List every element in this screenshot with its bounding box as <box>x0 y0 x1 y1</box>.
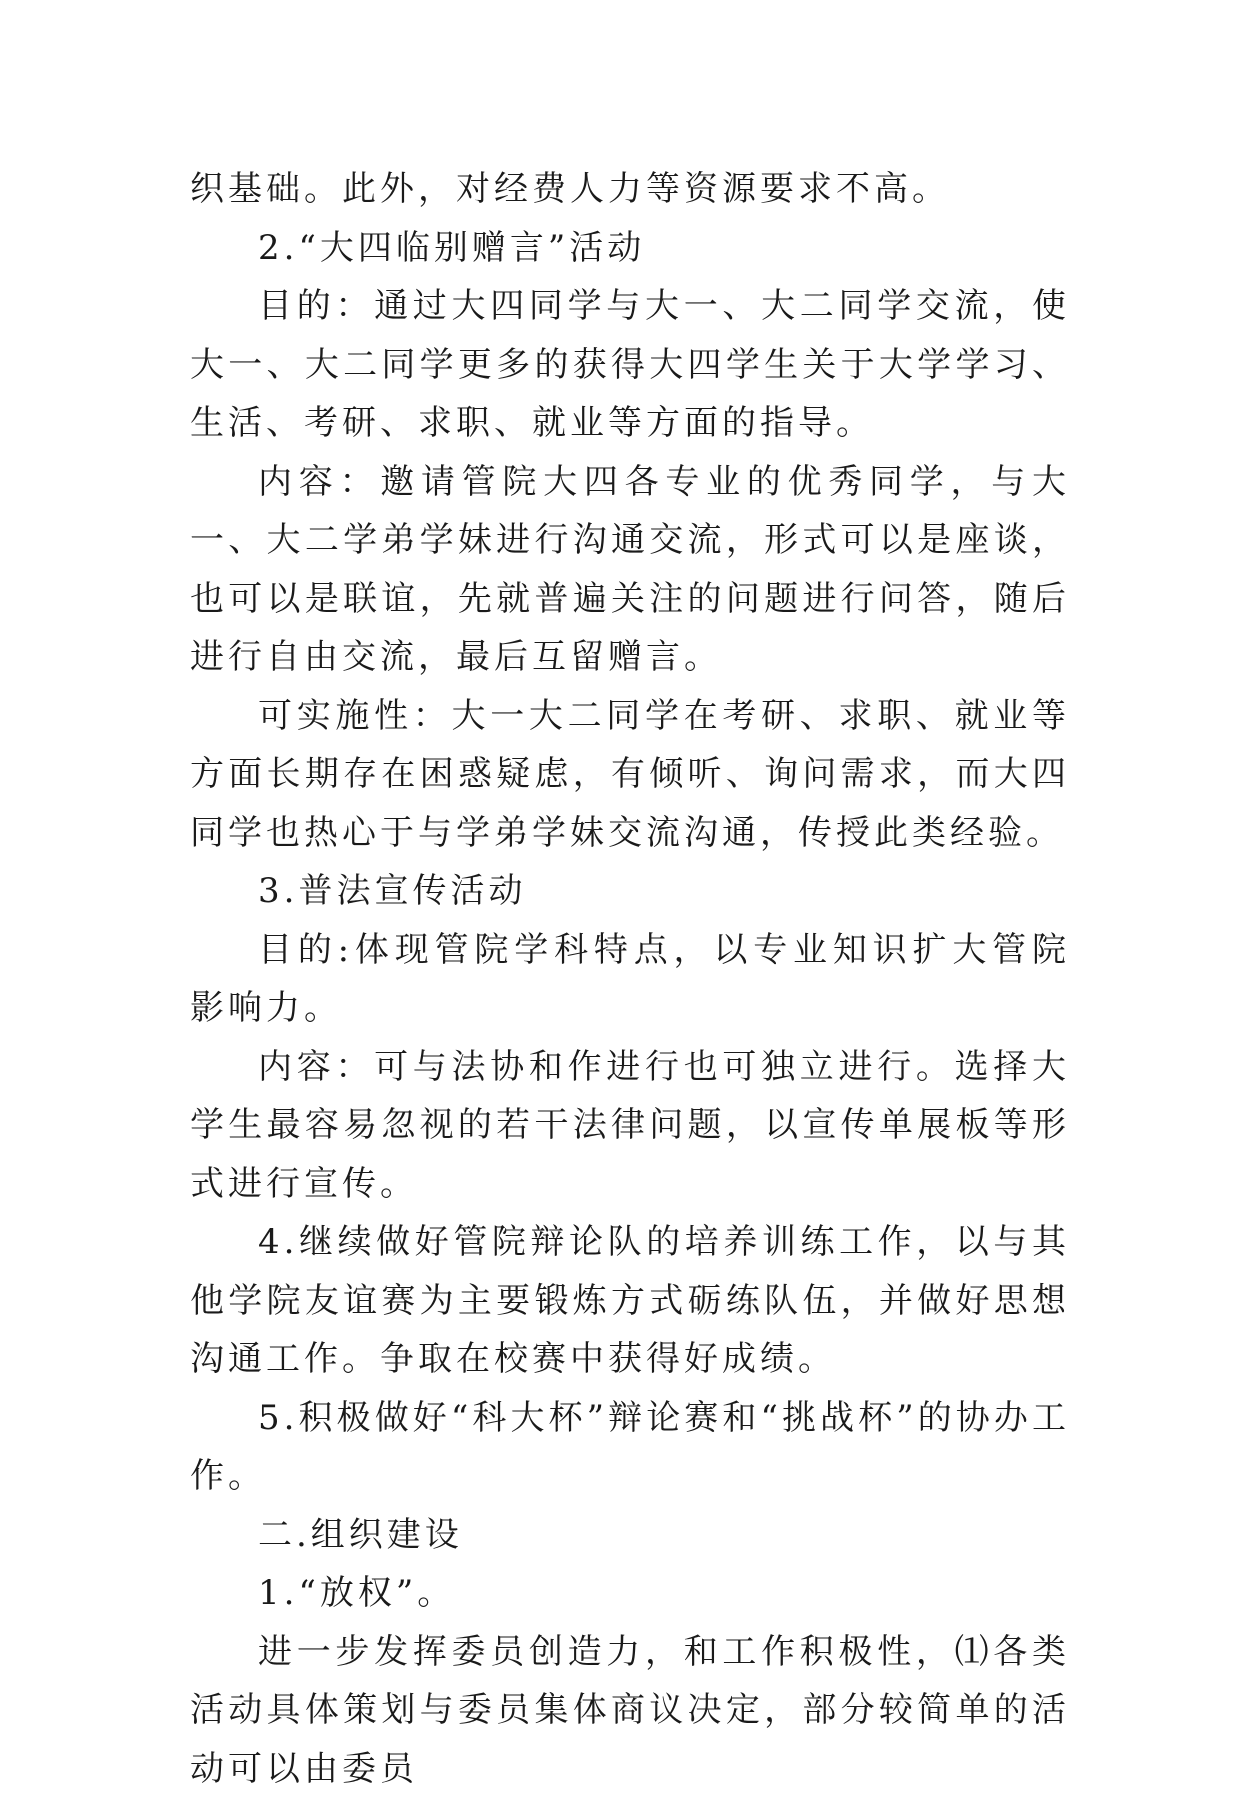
paragraph-5: 可实施性：大一大二同学在考研、求职、就业等方面长期存在困惑疑虑，有倾听、询问需求，而大四同学也热心于与学弟学妹交流沟通，传授此类经验。 <box>190 687 1070 863</box>
paragraph-4: 内容：邀请管院大四各专业的优秀同学，与大一、大二学弟学妹进行沟通交流，形式可以是座谈，也可以是联谊，先就普遍关注的问题进行问答，随后进行自由交流，最后互留赠言。 <box>190 453 1070 687</box>
paragraph-12-heading: 1.“放权”。 <box>190 1564 1070 1623</box>
paragraph-13: 进一步发挥委员创造力，和工作积极性，⑴各类活动具体策划与委员集体商议决定，部分较简单的活动可以由委员 <box>190 1623 1070 1798</box>
document-body <box>190 160 1070 1798</box>
paragraph-9: 4.继续做好管院辩论队的培养训练工作，以与其他学院友谊赛为主要锻炼方式砺练队伍，并做好思想沟通工作。争取在校赛中获得好成绩。 <box>190 1213 1070 1389</box>
paragraph-1: 织基础。此外，对经费人力等资源要求不高。 <box>190 160 1070 219</box>
paragraph-6-heading: 3.普法宣传活动 <box>190 862 1070 921</box>
paragraph-10: 5.积极做好“科大杯”辩论赛和“挑战杯”的协办工作。 <box>190 1389 1070 1506</box>
paragraph-2-heading: 2.“大四临别赠言”活动 <box>190 219 1070 278</box>
paragraph-7: 目的:体现管院学科特点，以专业知识扩大管院影响力。 <box>190 921 1070 1038</box>
paragraph-3: 目的：通过大四同学与大一、大二同学交流，使大一、大二同学更多的获得大四学生关于大学学习、生活、考研、求职、就业等方面的指导。 <box>190 277 1070 453</box>
section-heading: 二.组织建设 <box>190 1506 1070 1565</box>
paragraph-8: 内容：可与法协和作进行也可独立进行。选择大学生最容易忽视的若干法律问题，以宣传单展板等形式进行宣传。 <box>190 1038 1070 1214</box>
